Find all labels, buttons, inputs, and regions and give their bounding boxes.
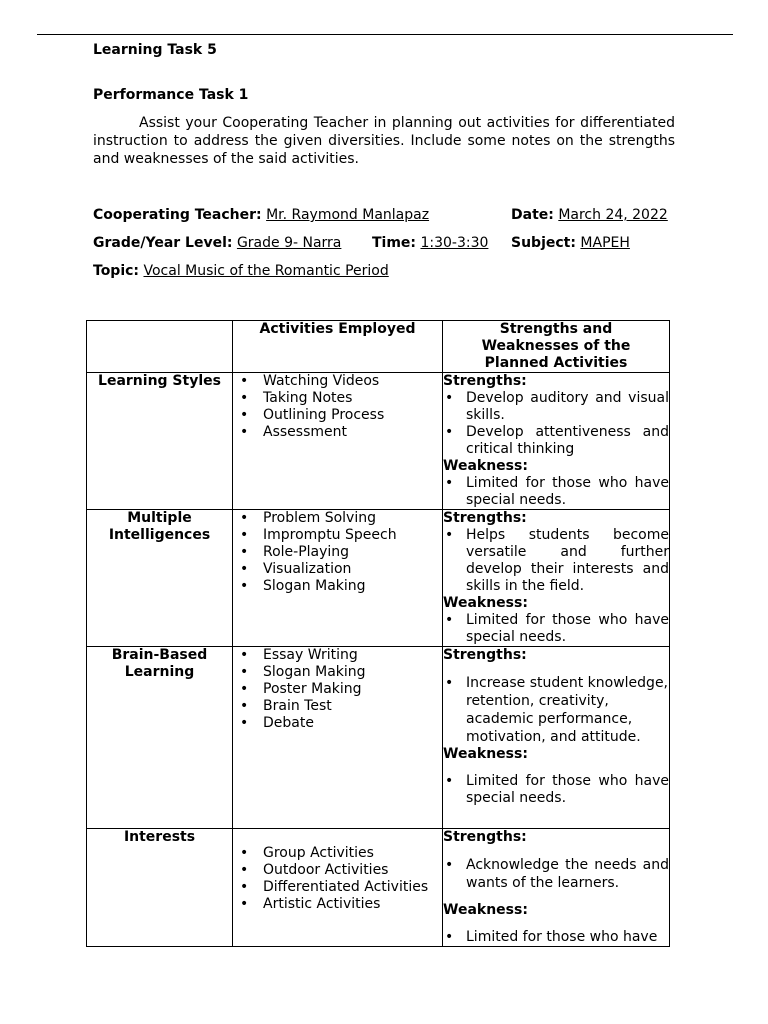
grade-label: Grade/Year Level: — [93, 235, 233, 251]
strengths-label: Strengths: — [443, 647, 527, 663]
row-label: Brain-Based Learning — [87, 647, 233, 829]
weakness-label: Weakness: — [443, 902, 528, 918]
header-strengths-weaknesses: Strengths and Weaknesses of the Planned Activities — [443, 321, 670, 373]
strengths-label: Strengths: — [443, 510, 527, 526]
activity-item: • Slogan Making — [263, 664, 442, 681]
teacher-label: Cooperating Teacher: — [93, 207, 262, 223]
table-row — [87, 373, 670, 510]
activity-item: • Role-Playing — [263, 544, 442, 561]
strengths-weaknesses-cell — [443, 373, 670, 510]
activity-item: • Outlining Process — [263, 407, 442, 424]
grade-field — [93, 235, 341, 251]
strengths-weaknesses-cell — [443, 510, 670, 647]
activity-item: • Taking Notes — [263, 390, 442, 407]
table-row — [87, 510, 670, 647]
activity-item: • Slogan Making — [263, 578, 442, 595]
weakness-label: Weakness: — [443, 746, 528, 762]
strength-item: • Helps students become versatile and further develop their interests and skills in the field. — [466, 527, 669, 595]
subject-field — [511, 235, 630, 251]
activities-cell — [233, 510, 443, 647]
weakness-label: Weakness: — [443, 595, 528, 611]
time-field — [372, 235, 488, 251]
strength-item: • Acknowledge the needs and wants of the learners. — [466, 856, 669, 892]
row-label: Learning Styles — [87, 373, 233, 510]
activity-item: • Group Activities — [263, 845, 442, 862]
subject-value: MAPEH — [580, 235, 630, 251]
table-row — [87, 829, 670, 947]
date-value: March 24, 2022 — [558, 207, 668, 223]
strengths-label: Strengths: — [443, 373, 527, 389]
activity-item: • Debate — [263, 715, 442, 732]
table-row — [87, 647, 670, 829]
row-label: Interests — [87, 829, 233, 947]
strength-item: • Develop auditory and visual skills. — [466, 390, 669, 424]
weakness-item: • Limited for those who have special needs. — [466, 475, 669, 509]
grade-value: Grade 9- Narra — [236, 235, 342, 251]
weakness-item: • Limited for those who have — [466, 929, 669, 946]
activity-item: • Brain Test — [263, 698, 442, 715]
activity-item: • Differentiated Activities — [263, 879, 442, 896]
topic-label: Topic: — [93, 263, 140, 279]
date-field — [511, 207, 668, 223]
teacher-value: Mr. Raymond Manlapaz — [266, 207, 430, 223]
instructions-paragraph: Assist your Cooperating Teacher in planning out activities for differentiated instruction to address the given diversities. Include some notes on the strengths and weaknesses of the said activities. — [93, 115, 675, 167]
activity-item: • Assessment — [263, 424, 442, 441]
time-label: Time: — [372, 235, 417, 251]
weakness-item: • Limited for those who have special needs. — [466, 612, 669, 646]
activities-cell — [233, 829, 443, 947]
weakness-item: • Limited for those who have special needs. — [466, 773, 669, 807]
date-label: Date: — [511, 207, 554, 223]
header-rule — [37, 34, 733, 35]
performance-task-title: Performance Task 1 — [93, 87, 249, 103]
header-activities: Activities Employed — [233, 321, 443, 373]
strengths-label: Strengths: — [443, 829, 527, 845]
activity-item: • Problem Solving — [263, 510, 442, 527]
subject-label: Subject: — [511, 235, 576, 251]
strength-item: • Develop attentiveness and critical thinking — [466, 424, 669, 458]
activity-item: • Poster Making — [263, 681, 442, 698]
activities-cell — [233, 373, 443, 510]
strengths-weaknesses-cell — [443, 829, 670, 947]
header-blank — [87, 321, 233, 373]
row-label: Multiple Intelligences — [87, 510, 233, 647]
activity-item: • Artistic Activities — [263, 896, 442, 913]
activities-table — [86, 320, 670, 947]
table-header-row — [87, 321, 670, 373]
time-value: 1:30-3:30 — [420, 235, 489, 251]
learning-task-title: Learning Task 5 — [93, 42, 217, 58]
topic-value: Vocal Music of the Romantic Period — [143, 263, 389, 279]
activity-item: • Essay Writing — [263, 647, 442, 664]
teacher-field — [93, 207, 429, 223]
activity-item: • Visualization — [263, 561, 442, 578]
strengths-weaknesses-cell — [443, 647, 670, 829]
activities-cell — [233, 647, 443, 829]
weakness-label: Weakness: — [443, 458, 528, 474]
activity-item: • Watching Videos — [263, 373, 442, 390]
topic-field — [93, 263, 389, 279]
activity-item: • Outdoor Activities — [263, 862, 442, 879]
activity-item: • Impromptu Speech — [263, 527, 442, 544]
strength-item: • Increase student knowledge, retention, creativity, academic performance, motivation, and attitude. — [466, 674, 669, 746]
